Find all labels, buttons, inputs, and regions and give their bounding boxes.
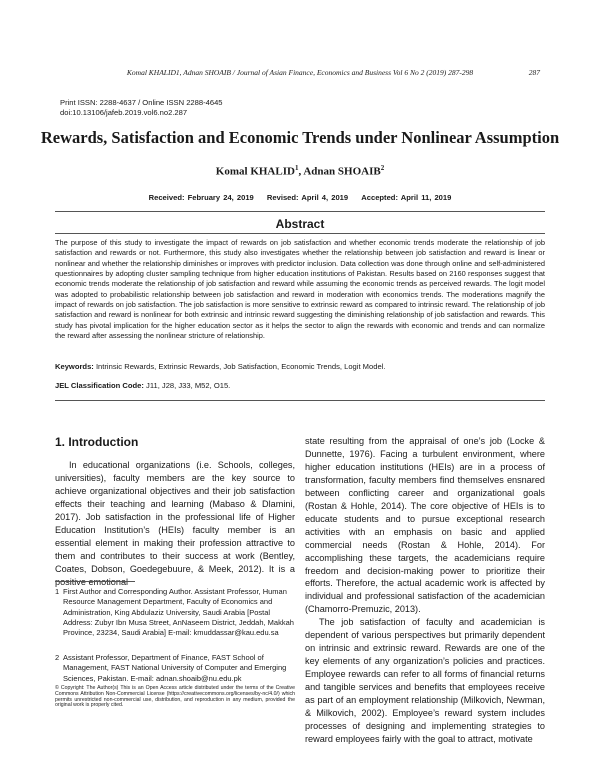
footnote-2-text: Assistant Professor, Department of Finance, FAST School of Management, FAST National University of Computer and Emerging Sciences, Pakistan. E-mail: adnan.shoaib@nu.edu.pk — [63, 653, 287, 683]
abstract-bottom-rule — [55, 400, 545, 401]
footnote-rule — [55, 581, 135, 582]
page-number: 287 — [528, 68, 540, 77]
intro-paragraph-continued: state resulting from the appraisal of one’s job (Locke & Dunnette, 1976). Facing a turbulent environment, where higher education institutions (HEIs) are in a process of transformation, faculty members find themselves ensnared between conflicting career and organizational goals (Rostan & Hohle, 2014). The core objective of HEIs is to educate students and to pursue exceptional research activities with an emphasis on basic and applied commercial needs (Rostan & Hohle, 2014). For accomplishing these targets, the academicians require freedom and decision-making power to prioritize their efforts. Therefore, the actual academic work is affected by individual and professional satisfaction of the academician (Chamorro-Premuzic, 2013). — [305, 436, 545, 615]
revised-date: Revised: April 4, 2019 — [266, 193, 349, 202]
keywords-line — [55, 362, 545, 371]
right-column-text — [305, 435, 545, 746]
keywords-text: Intrinsic Rewards, Extrinsic Rewards, Job Satisfaction, Economic Trends, Logit Model. — [93, 362, 386, 371]
abstract-body: The purpose of this study to investigate the impact of rewards on job satisfaction and whether economic trends moderate the relationship of job satisfaction and rewards or not. Furthermore, this study also investigates whether the relationship between job satisfaction and reward is linear or nonlinear and whether the relationship diminishes or improves with predictor inclusion. Data collection was done through online and self-administered questionnaires by adopting cluster sampling technique from higher education institutions of Pakistan. Results based on 2160 responses suggest that economic trends moderate the relationship of job satisfaction and reward while assuming the economic trends as perceived rewards. The logit model was adopted to probabilistic relationship between job satisfaction and reward in moderation with economics trends. The moderations magnify the impact of rewards on job satisfaction. The job satisfaction is more sensitive to extrinsic reward as compared to intrinsic reward. The relationship of job satisfaction and reward is nonlinear for both extrinsic and intrinsic reward suggesting the diminishing relationship of job satisfaction and rewards. This study has pivotal implication for the higher education sector as it helps the sector to align the rewards with economic and trends and can normalize the reward after assessing the nonlinear stricture of relationship. — [55, 238, 545, 341]
keywords-label: Keywords: — [55, 362, 94, 371]
date-line — [0, 193, 600, 202]
abstract-heading: Abstract — [275, 217, 325, 231]
accepted-date: Accepted: April 11, 2019 — [361, 193, 452, 202]
jel-label: JEL Classification Code: — [55, 381, 144, 390]
abstract-heading-rule — [55, 233, 545, 234]
left-column-text — [55, 459, 295, 589]
author-1: Komal KHALID — [215, 165, 295, 178]
running-head: Komal KHALID1, Adnan SHOAIB / Journal of Asian Finance, Economics and Business Vol 6 No 2 (2019) 287-298 — [126, 68, 474, 77]
abstract-top-rule — [55, 211, 545, 212]
issn-block — [60, 98, 223, 118]
section-heading-introduction: 1. Introduction — [55, 435, 139, 449]
footnote-2 — [55, 653, 295, 684]
jel-line — [55, 381, 545, 390]
issn-line: Print ISSN: 2288-4637 / Online ISSN 2288-4645 — [60, 98, 223, 107]
author-separator: , — [298, 165, 304, 178]
footnote-1-text: First Author and Corresponding Author. Assistant Professor, Human Resource Management Department, Faculty of Economics and Administration, King Abdulaziz University, Saudi Arabia [Postal Address: Zubyr Ibn Musa Street, AnNaseem District, Jeddah, Makkah Province, 23234, Saudi Arabia] E-mail: kmuddassar@kau.edu.sa — [63, 587, 294, 638]
footnote-1-number: 1 — [55, 587, 60, 596]
jel-text: J11, J28, J33, M52, O15. — [143, 381, 231, 390]
doi-line: doi:10.13106/jafeb.2019.vol6.no2.287 — [60, 108, 188, 117]
footnote-1 — [55, 587, 295, 638]
copyright-notice: © Copyright: The Author(s) This is an Open Access article distributed under the terms of the Creative Commons Attribution Non-Commercial License (https://creativecommons.org/licenses/by-nc/4.0/) which permits unrestricted non-commercial use, distribution, and reproduction in any medium, provided the original work is properly cited. — [55, 685, 295, 709]
footnote-2-number: 2 — [55, 653, 60, 662]
author-2-affiliation: 2 — [380, 164, 385, 172]
author-line — [0, 164, 600, 178]
paper-title: Rewards, Satisfaction and Economic Trends under Nonlinear Assumption — [40, 128, 560, 147]
author-2: Adnan SHOAIB — [303, 165, 381, 178]
received-date: Received: February 24, 2019 — [148, 193, 254, 202]
intro-paragraph-1: In educational organizations (i.e. Schools, colleges, universities), faculty members are the key source to achieve organizational objectives and their job satisfaction effects their teaching and learning (Mabaso & Dlamini, 2017). Job satisfaction in the professional life of Higher Education Institution’s (HEIs) faculty member is an essential element in making their profession attractive to them and contributes to their success at work (Bentley, Coates, Dobson, Goedegebuure, & Meek, 2012). It is a — [55, 460, 295, 574]
author-1-affiliation: 1 — [294, 164, 299, 172]
intro-paragraph-2: The job satisfaction of faculty and academician is dependent of various perspectives but primarily dependent on intrinsic and extrinsic reward. Rewards are one of the key elements of any organization’s policies and practices. Employee rewards can refer to all forms of financial returns and tangible services and benefits that employees receive as part of an employment relationship (Milkovich, Newman, & Milkovich, 2002). Employee’s reward system includes processes of designing and implementing strategies to reward employees fairly with the goal to attract, motivate — [305, 617, 545, 744]
